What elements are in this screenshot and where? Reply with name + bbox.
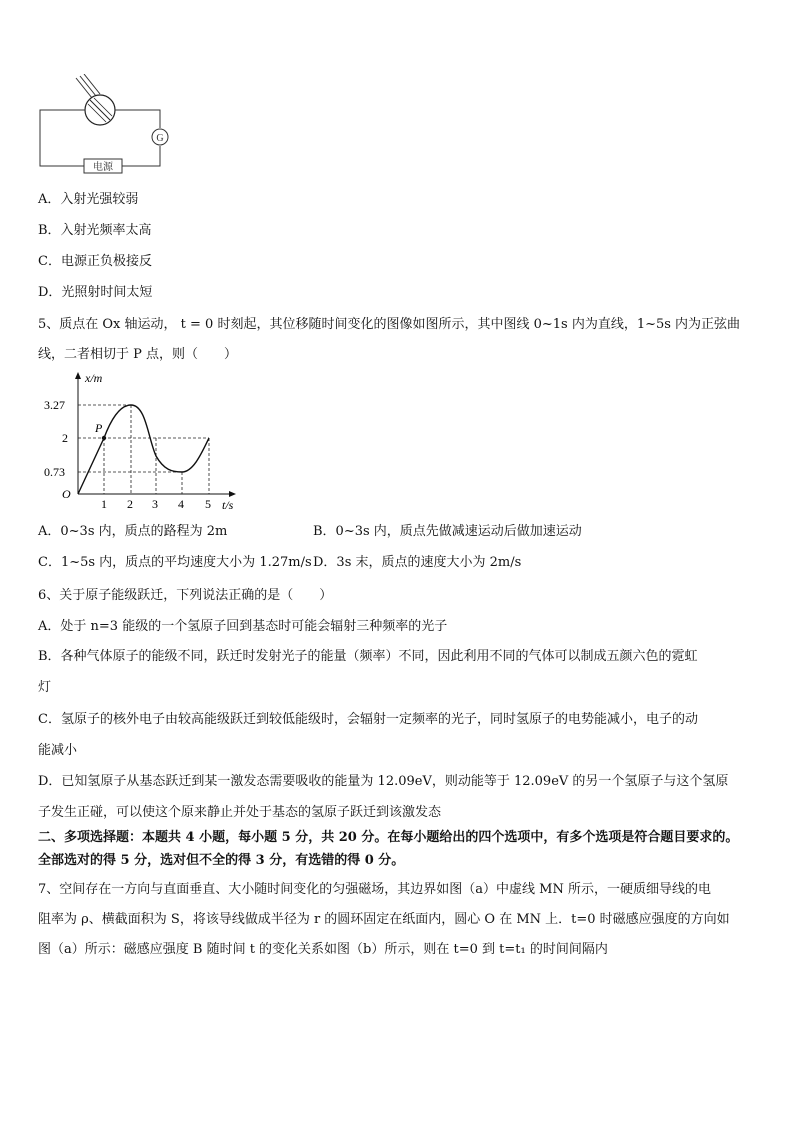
q6-stem: 6、关于原子能级跃迁，下列说法正确的是（ ） [38, 588, 333, 603]
q7-stem-line2: 阻率为 ρ、横截面积为 S，将该导线做成半径为 r 的圆环固定在纸面内，圆心 O 在 MN 上．t=0 时磁感应强度的方向如 [38, 912, 730, 927]
y-tick-3.27: 3.27 [44, 398, 65, 412]
circuit-figure [34, 74, 174, 174]
q6-option-d-line2: 子发生正碰，可以使这个原来静止并处于基态的氢原子跃迁到该激发态 [38, 805, 442, 820]
y-tick-0.73: 0.73 [44, 465, 65, 479]
x-tick-5: 5 [205, 497, 211, 510]
x-tick-2: 2 [127, 497, 133, 510]
x-tick-1: 1 [101, 497, 107, 510]
point-p-label: P [95, 421, 103, 435]
x-tick-4: 4 [178, 497, 184, 510]
q5-stem-line2: 线，二者相切于 P 点，则（ ） [38, 347, 238, 362]
section2-heading-line2: 全部选对的得 5 分，选对但不全的得 3 分，有选错的得 0 分。 [38, 853, 405, 868]
q7-stem-line3: 图（a）所示：磁感应强度 B 随时间 t 的变化关系如图（b）所示，则在 t=0 到 t=t₁ 的时间间隔内 [38, 942, 608, 957]
q6-option-b-line2: 灯 [38, 680, 52, 695]
q6-option-c-line1: C．氢原子的核外电子由较高能级跃迁到较低能级时，会辐射一定频率的光子，同时氢原子的电势能减小，电子的动 [38, 712, 698, 727]
x-axis-arrow [229, 491, 236, 497]
q7-stem-line1: 7、空间存在一方向与直面垂直、大小随时间变化的匀强磁场，其边界如图（a）中虚线 MN 所示，一硬质细导线的电 [38, 882, 711, 897]
xt-curve [78, 405, 209, 494]
q4-option-a: A．入射光强较弱 [38, 192, 139, 207]
q5-xt-graph [40, 370, 260, 510]
galvanometer-label: G [156, 133, 164, 144]
y-axis-label: x/m [85, 371, 103, 385]
x-tick-3: 3 [152, 497, 158, 510]
point-p [102, 436, 106, 440]
q5-stem-line1: 5、质点在 Ox 轴运动， t = 0 时刻起，其位移随时间变化的图像如图所示，其中图线 0~1s 内为直线，1~5s 内为正弦曲 [38, 317, 741, 332]
q5-option-b: B．0~3s 内，质点先做减速运动后做加速运动 [313, 524, 582, 539]
q4-option-d: D．光照射时间太短 [38, 285, 153, 300]
power-source-label: 电源 [93, 162, 113, 173]
q5-option-c: C．1~5s 内，质点的平均速度大小为 1.27m/s [38, 555, 312, 570]
q6-option-c-line2: 能减小 [38, 743, 78, 758]
section2-heading-line1: 二、多项选择题：本题共 4 小题，每小题 5 分，共 20 分。在每小题给出的四个选项中，有多个选项是符合题目要求的。 [38, 830, 739, 845]
q5-option-a: A．0~3s 内，质点的路程为 2m [38, 524, 228, 539]
origin-label: O [62, 487, 71, 501]
circuit-wire [40, 110, 85, 166]
circuit-wire [122, 146, 160, 166]
y-tick-2: 2 [62, 431, 68, 445]
q4-option-c: C．电源正负极接反 [38, 254, 152, 269]
q4-option-b: B．入射光频率太高 [38, 223, 152, 238]
circuit-wire [115, 110, 160, 128]
q6-option-a: A．处于 n=3 能级的一个氢原子回到基态时可能会辐射三种频率的光子 [38, 619, 448, 634]
q6-option-b-line1: B．各种气体原子的能级不同，跃迁时发射光子的能量（频率）不同，因此利用不同的气体可以制成五颜六色的霓虹 [38, 649, 698, 664]
y-axis-arrow [75, 372, 81, 379]
q6-option-d-line1: D．已知氢原子从基态跃迁到某一激发态需要吸收的能量为 12.09eV，则动能等于 12.09eV 的另一个氢原子与这个氢原 [38, 774, 729, 789]
q5-option-d: D．3s 末，质点的速度大小为 2m/s [313, 555, 522, 570]
x-axis-label: t/s [222, 498, 234, 510]
